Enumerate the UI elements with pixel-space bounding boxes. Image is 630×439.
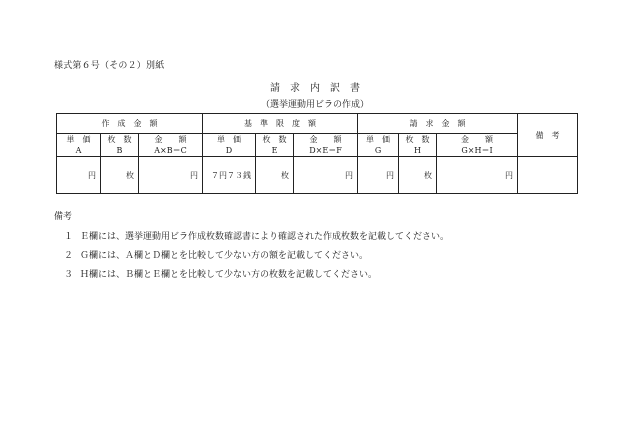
note-text: Ｇ欄には、Ａ欄とＤ欄とを比較して少ない方の額を記載してください。: [80, 251, 369, 261]
remarks-cell: [518, 157, 578, 194]
column-label: 金 額: [294, 134, 358, 146]
quantity-h-cell: 枚: [399, 157, 437, 194]
column-code: A: [57, 145, 101, 157]
quantity-b-cell: 枚: [101, 157, 139, 194]
notes-heading: 備考: [54, 212, 73, 222]
document-title: 請 求 内 訳 書: [270, 83, 360, 94]
column-label: 単 価: [358, 134, 399, 146]
standard-limit-header: 基 準 限 度 額: [203, 114, 358, 134]
column-label: 金 額: [437, 134, 518, 146]
production-amount-header: 作 成 金 額: [57, 114, 203, 134]
form-number: 様式第６号（その２）別紙: [54, 61, 165, 71]
column-label: 金 額: [139, 134, 203, 146]
column-code: D: [203, 145, 256, 157]
note-number: １: [64, 232, 74, 242]
note-item: [64, 231, 449, 243]
column-code: D×E＝F: [294, 145, 358, 157]
note-item: [64, 269, 377, 281]
column-label-row: [57, 134, 578, 146]
claim-breakdown-table: [56, 113, 578, 194]
group-header-row: [57, 114, 578, 134]
amount-c-cell: 円: [139, 157, 203, 194]
column-code: G×H＝I: [437, 145, 518, 157]
column-label: 単 価: [57, 134, 101, 146]
column-code: A×B＝C: [139, 145, 203, 157]
column-label: 枚 数: [399, 134, 437, 146]
unit-price-g-cell: 円: [358, 157, 399, 194]
column-label: 枚 数: [101, 134, 139, 146]
quantity-e-cell: 枚: [256, 157, 294, 194]
column-code-row: [57, 145, 578, 157]
unit-price-d-cell: ７円７３銭: [203, 157, 256, 194]
unit-price-a-cell: 円: [57, 157, 101, 194]
column-code: H: [399, 145, 437, 157]
amount-f-cell: 円: [294, 157, 358, 194]
note-item: [64, 250, 368, 262]
column-code: G: [358, 145, 399, 157]
note-text: Ｅ欄には、選挙運動用ビラ作成枚数確認書により確認された作成枚数を記載してください。: [80, 232, 450, 242]
note-text: Ｈ欄には、Ｂ欄とＥ欄とを比較して少ない方の枚数を記載してください。: [80, 270, 378, 280]
remarks-header: 備 考: [518, 114, 578, 157]
note-number: ２: [64, 251, 74, 261]
value-row: [57, 157, 578, 194]
column-label: 単 価: [203, 134, 256, 146]
note-number: ３: [64, 270, 74, 280]
column-code: E: [256, 145, 294, 157]
document-subtitle: （選挙運動用ビラの作成）: [260, 100, 369, 110]
amount-i-cell: 円: [437, 157, 518, 194]
column-label: 枚 数: [256, 134, 294, 146]
column-code: B: [101, 145, 139, 157]
claim-amount-header: 請 求 金 額: [358, 114, 518, 134]
